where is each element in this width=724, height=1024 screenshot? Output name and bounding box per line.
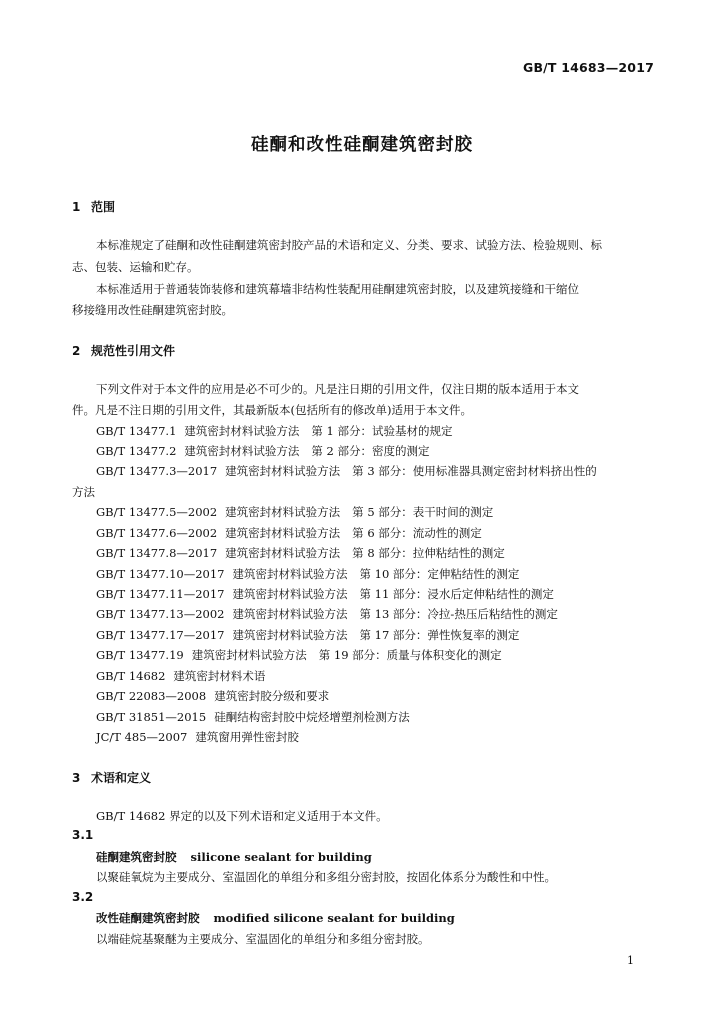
reference-title: 建筑密封材料试验方法 bbox=[191, 648, 307, 662]
section-number: 1 bbox=[72, 200, 81, 214]
term-entry bbox=[96, 910, 455, 926]
reference-item bbox=[96, 688, 329, 704]
standard-code: GB/T 14683—2017 bbox=[522, 60, 654, 75]
page-title: 硅酮和改性硅酮建筑密封胶 bbox=[251, 135, 473, 155]
reference-part: 第 13 部分：冷拉-热压后粘结性的测定 bbox=[359, 607, 558, 621]
reference-title: 建筑密封材料试验方法 bbox=[232, 607, 348, 621]
reference-part: 第 6 部分：流动性的测定 bbox=[352, 526, 482, 540]
page-number: 1 bbox=[627, 954, 634, 967]
term-number: 3.1 bbox=[72, 828, 94, 842]
term-zh: 硅酮建筑密封胶 bbox=[96, 850, 177, 864]
reference-title: 建筑密封材料试验方法 bbox=[225, 505, 341, 519]
reference-item bbox=[96, 627, 519, 643]
reference-part: 第 17 部分：弹性恢复率的测定 bbox=[359, 628, 520, 642]
reference-item bbox=[96, 668, 265, 684]
reference-code: GB/T 22083—2008 bbox=[96, 689, 207, 703]
reference-part: 第 8 部分：拉伸粘结性的测定 bbox=[352, 546, 505, 560]
reference-title: 建筑密封材料试验方法 bbox=[225, 546, 341, 560]
reference-title: 建筑密封材料试验方法 bbox=[232, 628, 348, 642]
reference-part: 第 11 部分：浸水后定伸粘结性的测定 bbox=[359, 587, 554, 601]
reference-item bbox=[96, 463, 597, 479]
reference-item bbox=[96, 709, 410, 725]
reference-item bbox=[96, 729, 299, 745]
reference-item bbox=[96, 586, 554, 602]
term-definition: 以端硅烷基聚醚为主要成分、室温固化的单组分和多组分密封胶。 bbox=[96, 932, 430, 946]
section-title: 规范性引用文件 bbox=[91, 344, 176, 358]
paragraph-line: 本标准规定了硅酮和改性硅酮建筑密封胶产品的术语和定义、分类、要求、试验方法、检验规则、标 bbox=[96, 238, 602, 252]
reference-code: GB/T 13477.5—2002 bbox=[96, 505, 218, 519]
reference-part: 第 1 部分：试验基材的规定 bbox=[311, 424, 453, 438]
reference-item bbox=[96, 443, 430, 459]
section-title: 术语和定义 bbox=[91, 771, 152, 785]
reference-code: GB/T 13477.19 bbox=[96, 648, 184, 662]
term-en: modified silicone sealant for building bbox=[213, 911, 455, 925]
reference-code: JC/T 485—2007 bbox=[96, 730, 188, 744]
section-number: 2 bbox=[72, 344, 81, 358]
reference-item bbox=[96, 504, 493, 520]
term-zh: 改性硅酮建筑密封胶 bbox=[96, 911, 200, 925]
term-en: silicone sealant for building bbox=[190, 850, 372, 864]
paragraph-line: 志、包装、运输和贮存。 bbox=[72, 260, 199, 274]
reference-part: 第 3 部分：使用标准器具测定密封材料挤出性的 bbox=[352, 464, 597, 478]
reference-item bbox=[96, 647, 502, 663]
reference-item bbox=[96, 606, 558, 622]
section-2-heading bbox=[72, 342, 175, 359]
reference-title: 建筑密封材料试验方法 bbox=[232, 567, 348, 581]
paragraph-line: 件。凡是不注日期的引用文件，其最新版本(包括所有的修改单)适用于本文件。 bbox=[72, 403, 472, 417]
term-definition: 以聚硅氧烷为主要成分、室温固化的单组分和多组分密封胶，按固化体系分为酸性和中性。 bbox=[96, 870, 556, 884]
reference-code: GB/T 13477.11—2017 bbox=[96, 587, 225, 601]
reference-title: 建筑窗用弹性密封胶 bbox=[195, 730, 299, 744]
reference-item bbox=[96, 566, 519, 582]
reference-title: 建筑密封材料试验方法 bbox=[232, 587, 348, 601]
reference-item bbox=[96, 525, 482, 541]
reference-code: GB/T 13477.8—2017 bbox=[96, 546, 218, 560]
reference-code: GB/T 13477.2 bbox=[96, 444, 177, 458]
paragraph-line: 下列文件对于本文件的应用是必不可少的。凡是注日期的引用文件，仅注日期的版本适用于本文 bbox=[96, 382, 579, 396]
reference-title: 建筑密封胶分级和要求 bbox=[214, 689, 330, 703]
reference-code: GB/T 13477.10—2017 bbox=[96, 567, 225, 581]
reference-part: 第 5 部分：表干时间的测定 bbox=[352, 505, 494, 519]
paragraph-line: 本标准适用于普通装饰装修和建筑幕墙非结构性装配用硅酮建筑密封胶，以及建筑接缝和干缩位 bbox=[96, 282, 579, 296]
reference-item bbox=[96, 545, 505, 561]
reference-title: 建筑密封材料试验方法 bbox=[184, 444, 300, 458]
section-title: 范围 bbox=[91, 200, 116, 214]
reference-item bbox=[96, 423, 453, 439]
reference-title: 建筑密封材料试验方法 bbox=[184, 424, 300, 438]
reference-continuation: 方法 bbox=[72, 485, 95, 499]
reference-title: 建筑密封材料试验方法 bbox=[225, 526, 341, 540]
reference-code: GB/T 14682 bbox=[96, 669, 166, 683]
reference-code: GB/T 31851—2015 bbox=[96, 710, 207, 724]
reference-code: GB/T 13477.1 bbox=[96, 424, 177, 438]
reference-code: GB/T 13477.6—2002 bbox=[96, 526, 218, 540]
reference-code: GB/T 13477.17—2017 bbox=[96, 628, 225, 642]
reference-title: 硅酮结构密封胶中烷烃增塑剂检测方法 bbox=[214, 710, 410, 724]
term-entry bbox=[96, 849, 372, 865]
reference-title: 建筑密封材料试验方法 bbox=[225, 464, 341, 478]
term-number: 3.2 bbox=[72, 890, 94, 904]
section-3-heading bbox=[72, 769, 151, 786]
section-1-heading bbox=[72, 198, 115, 215]
paragraph-line: GB/T 14682 界定的以及下列术语和定义适用于本文件。 bbox=[96, 809, 388, 823]
reference-part: 第 19 部分：质量与体积变化的测定 bbox=[318, 648, 502, 662]
reference-part: 第 10 部分：定伸粘结性的测定 bbox=[359, 567, 520, 581]
section-number: 3 bbox=[72, 771, 81, 785]
paragraph-line: 移接缝用改性硅酮建筑密封胶。 bbox=[72, 303, 233, 317]
reference-code: GB/T 13477.13—2002 bbox=[96, 607, 225, 621]
reference-code: GB/T 13477.3—2017 bbox=[96, 464, 218, 478]
reference-part: 第 2 部分：密度的测定 bbox=[311, 444, 430, 458]
reference-title: 建筑密封材料术语 bbox=[173, 669, 266, 683]
